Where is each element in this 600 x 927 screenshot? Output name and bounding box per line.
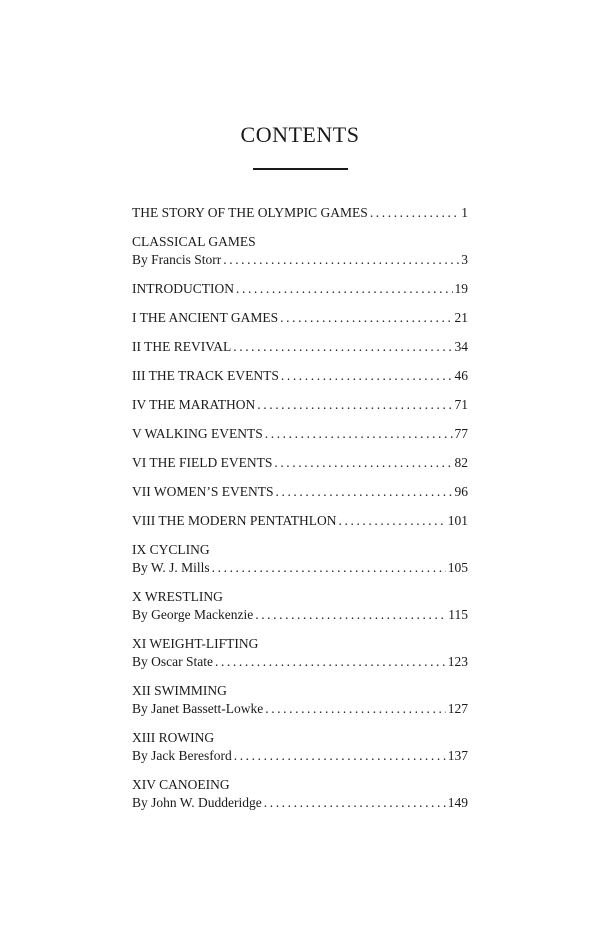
- toc-entry: [132, 204, 468, 222]
- toc-entry-page-number: 105: [447, 560, 468, 575]
- toc-entry-title: XI WEIGHT-LIFTING: [132, 636, 259, 651]
- dot-leader: [339, 512, 446, 530]
- toc-entry-title: XII SWIMMING: [132, 683, 227, 698]
- dot-leader: [265, 700, 446, 718]
- dot-leader: [370, 204, 459, 222]
- toc-entry: [132, 512, 468, 530]
- toc-entry-title: VII WOMEN’S EVENTS: [132, 484, 274, 499]
- page-title: CONTENTS: [240, 122, 360, 147]
- dot-leader: [215, 653, 446, 671]
- dot-leader: [264, 794, 446, 812]
- dot-leader: [281, 367, 453, 385]
- toc-entry-title: X WRESTLING: [132, 589, 223, 604]
- toc-entry-page-number: 82: [454, 455, 468, 470]
- toc-entry-page-number: 1: [461, 205, 468, 220]
- toc-entry: [132, 425, 468, 443]
- toc-entry-page-number: 115: [448, 607, 468, 622]
- dot-leader: [257, 396, 452, 414]
- toc-entry: [132, 338, 468, 356]
- toc-entry: [132, 541, 468, 577]
- title-rule: [253, 168, 348, 170]
- toc-entry-title: VIII THE MODERN PENTATHLON: [132, 513, 337, 528]
- toc-entry: [132, 280, 468, 298]
- toc-entry-title: IV THE MARATHON: [132, 397, 256, 412]
- toc-entry-page-number: 77: [454, 426, 468, 441]
- toc-entry-page-number: 3: [461, 252, 468, 267]
- dot-leader: [280, 309, 452, 327]
- toc-entry-title: INTRODUCTION: [132, 281, 234, 296]
- toc-entry-author: By Janet Bassett-Lowke: [132, 701, 264, 716]
- toc-entry: [132, 588, 468, 624]
- dot-leader: [236, 280, 453, 298]
- toc-entry: [132, 635, 468, 671]
- toc-entry-title: I THE ANCIENT GAMES: [132, 310, 279, 325]
- toc-entry-page-number: 21: [454, 310, 468, 325]
- toc-entry-page-number: 149: [447, 795, 468, 810]
- toc-entry-title: XIV CANOEING: [132, 777, 230, 792]
- toc-entry-author: By W. J. Mills: [132, 560, 210, 575]
- toc-entry-author: By George Mackenzie: [132, 607, 254, 622]
- toc-entry-page-number: 19: [454, 281, 468, 296]
- toc-entry-page-number: 137: [447, 748, 468, 763]
- dot-leader: [212, 559, 446, 577]
- toc-entry: [132, 396, 468, 414]
- toc-entry-page-number: 101: [447, 513, 468, 528]
- toc-entry: [132, 454, 468, 472]
- dot-leader: [255, 606, 446, 624]
- toc-entry: [132, 483, 468, 501]
- toc-entry-author: By Francis Storr: [132, 252, 222, 267]
- dot-leader: [223, 251, 459, 269]
- toc-entry-title: V WALKING EVENTS: [132, 426, 263, 441]
- toc-entry-page-number: 71: [454, 397, 468, 412]
- toc-entry-title: THE STORY OF THE OLYMPIC GAMES: [132, 205, 368, 220]
- toc-entry-title: CLASSICAL GAMES: [132, 234, 256, 249]
- toc-entry-title: IX CYCLING: [132, 542, 210, 557]
- dot-leader: [276, 483, 453, 501]
- toc-entry: [132, 367, 468, 385]
- toc-entry: [132, 309, 468, 327]
- dot-leader: [274, 454, 452, 472]
- toc-entry: [132, 233, 468, 269]
- dot-leader: [234, 747, 446, 765]
- toc-entry-author: By Jack Beresford: [132, 748, 232, 763]
- toc-entry-page-number: 96: [454, 484, 468, 499]
- toc-entry: [132, 729, 468, 765]
- toc-entry-title: VI THE FIELD EVENTS: [132, 455, 273, 470]
- toc-entry-title: II THE REVIVAL: [132, 339, 232, 354]
- toc-entry-author: By John W. Dudderidge: [132, 795, 262, 810]
- toc-entry-title: III THE TRACK EVENTS: [132, 368, 279, 383]
- toc-entry-page-number: 127: [447, 701, 468, 716]
- toc-entry-page-number: 46: [454, 368, 468, 383]
- table-of-contents: [132, 204, 468, 823]
- toc-entry: [132, 776, 468, 812]
- dot-leader: [265, 425, 453, 443]
- toc-entry-title: XIII ROWING: [132, 730, 215, 745]
- dot-leader: [233, 338, 452, 356]
- toc-entry-page-number: 34: [454, 339, 468, 354]
- toc-entry-page-number: 123: [447, 654, 468, 669]
- toc-entry: [132, 682, 468, 718]
- toc-entry-author: By Oscar State: [132, 654, 213, 669]
